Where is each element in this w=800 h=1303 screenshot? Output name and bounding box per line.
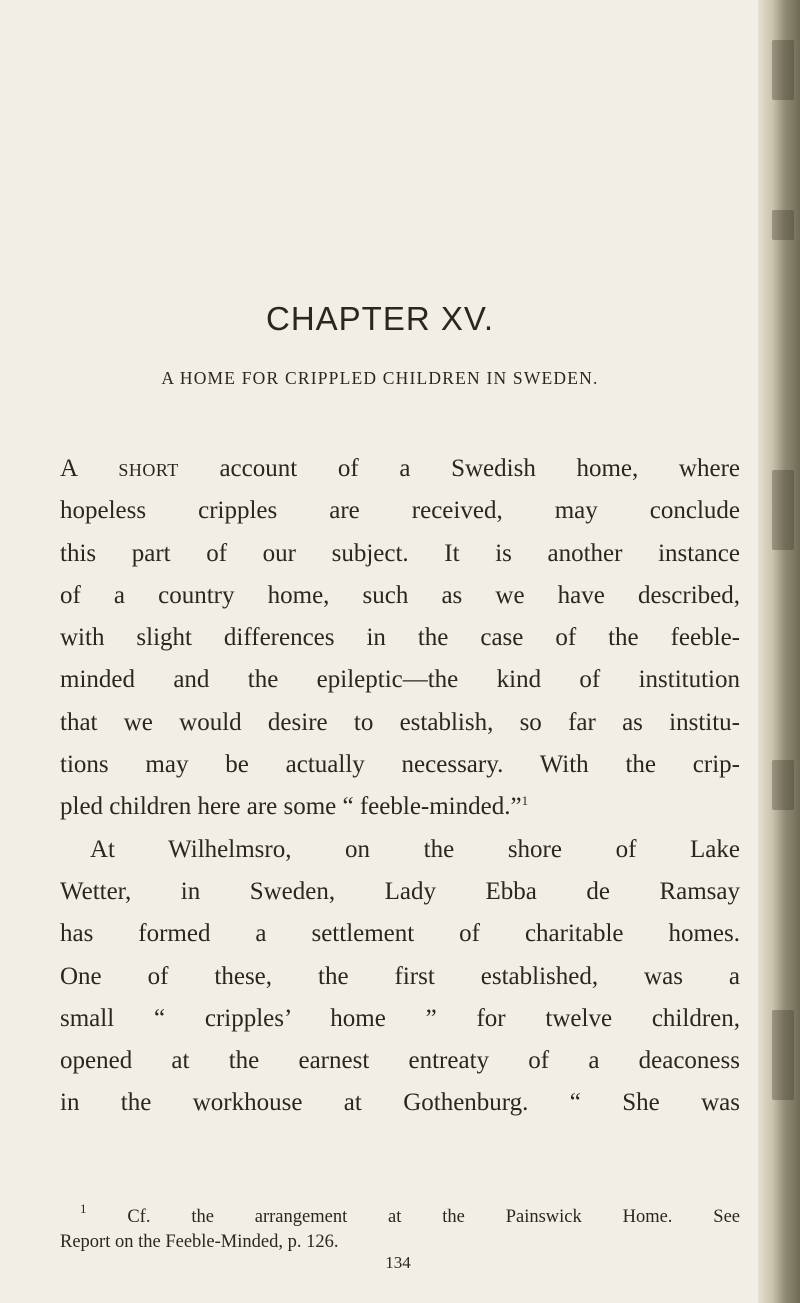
text-line: One of these, the first established, was a bbox=[60, 962, 740, 990]
text-line: this part of our subject. It is another instance bbox=[60, 539, 740, 567]
text-line: At Wilhelmsro, on the shore of Lake bbox=[90, 835, 740, 863]
text-line: Wetter, in Sweden, Lady Ebba de Ramsay bbox=[60, 877, 740, 905]
text-line: that we would desire to establish, so far as institu- bbox=[60, 708, 740, 736]
edge-stain bbox=[772, 470, 794, 550]
body-text bbox=[60, 448, 740, 1125]
text-line: hopeless cripples are received, may conclude bbox=[60, 497, 740, 525]
footnote-reference: 1 bbox=[521, 793, 529, 809]
opening-word: A short bbox=[60, 455, 179, 482]
edge-stain bbox=[772, 760, 794, 810]
footnote-text: Cf. the arrangement at the Painswick Home. See bbox=[86, 1207, 740, 1227]
line-text: pled children here are some “ feeble-minded.” bbox=[60, 793, 522, 821]
page-edge bbox=[758, 0, 800, 1303]
text-line: small “ cripples’ home ” for twelve children, bbox=[60, 1004, 740, 1032]
line-text: account of a Swedish home, where bbox=[178, 455, 740, 482]
page-number: 134 bbox=[385, 1253, 411, 1272]
text-line: in the workhouse at Gothenburg. “ She was bbox=[60, 1089, 740, 1117]
edge-stain bbox=[772, 1010, 794, 1100]
footnote-line bbox=[60, 1201, 740, 1230]
footnote-marker: 1 bbox=[80, 1201, 87, 1216]
text-line: with slight differences in the case of the feeble- bbox=[60, 624, 740, 652]
chapter-title: CHAPTER XV. bbox=[265, 300, 494, 337]
text-line: tions may be actually necessary. With the crip- bbox=[60, 751, 740, 779]
edge-stain bbox=[772, 40, 794, 100]
text-line: minded and the epileptic—the kind of institution bbox=[60, 666, 740, 694]
text-line bbox=[60, 786, 740, 828]
chapter-subtitle: A HOME FOR CRIPPLED CHILDREN IN SWEDEN. bbox=[161, 368, 599, 388]
footnote bbox=[60, 1201, 740, 1255]
text-line: opened at the earnest entreaty of a deaconess bbox=[60, 1047, 740, 1075]
edge-stain bbox=[772, 210, 794, 240]
text-line: of a country home, such as we have described, bbox=[60, 581, 740, 609]
text-line bbox=[60, 448, 740, 490]
text-line: has formed a settlement of charitable homes. bbox=[60, 920, 740, 948]
footnote-line: Report on the Feeble-Minded, p. 126. bbox=[60, 1232, 339, 1252]
